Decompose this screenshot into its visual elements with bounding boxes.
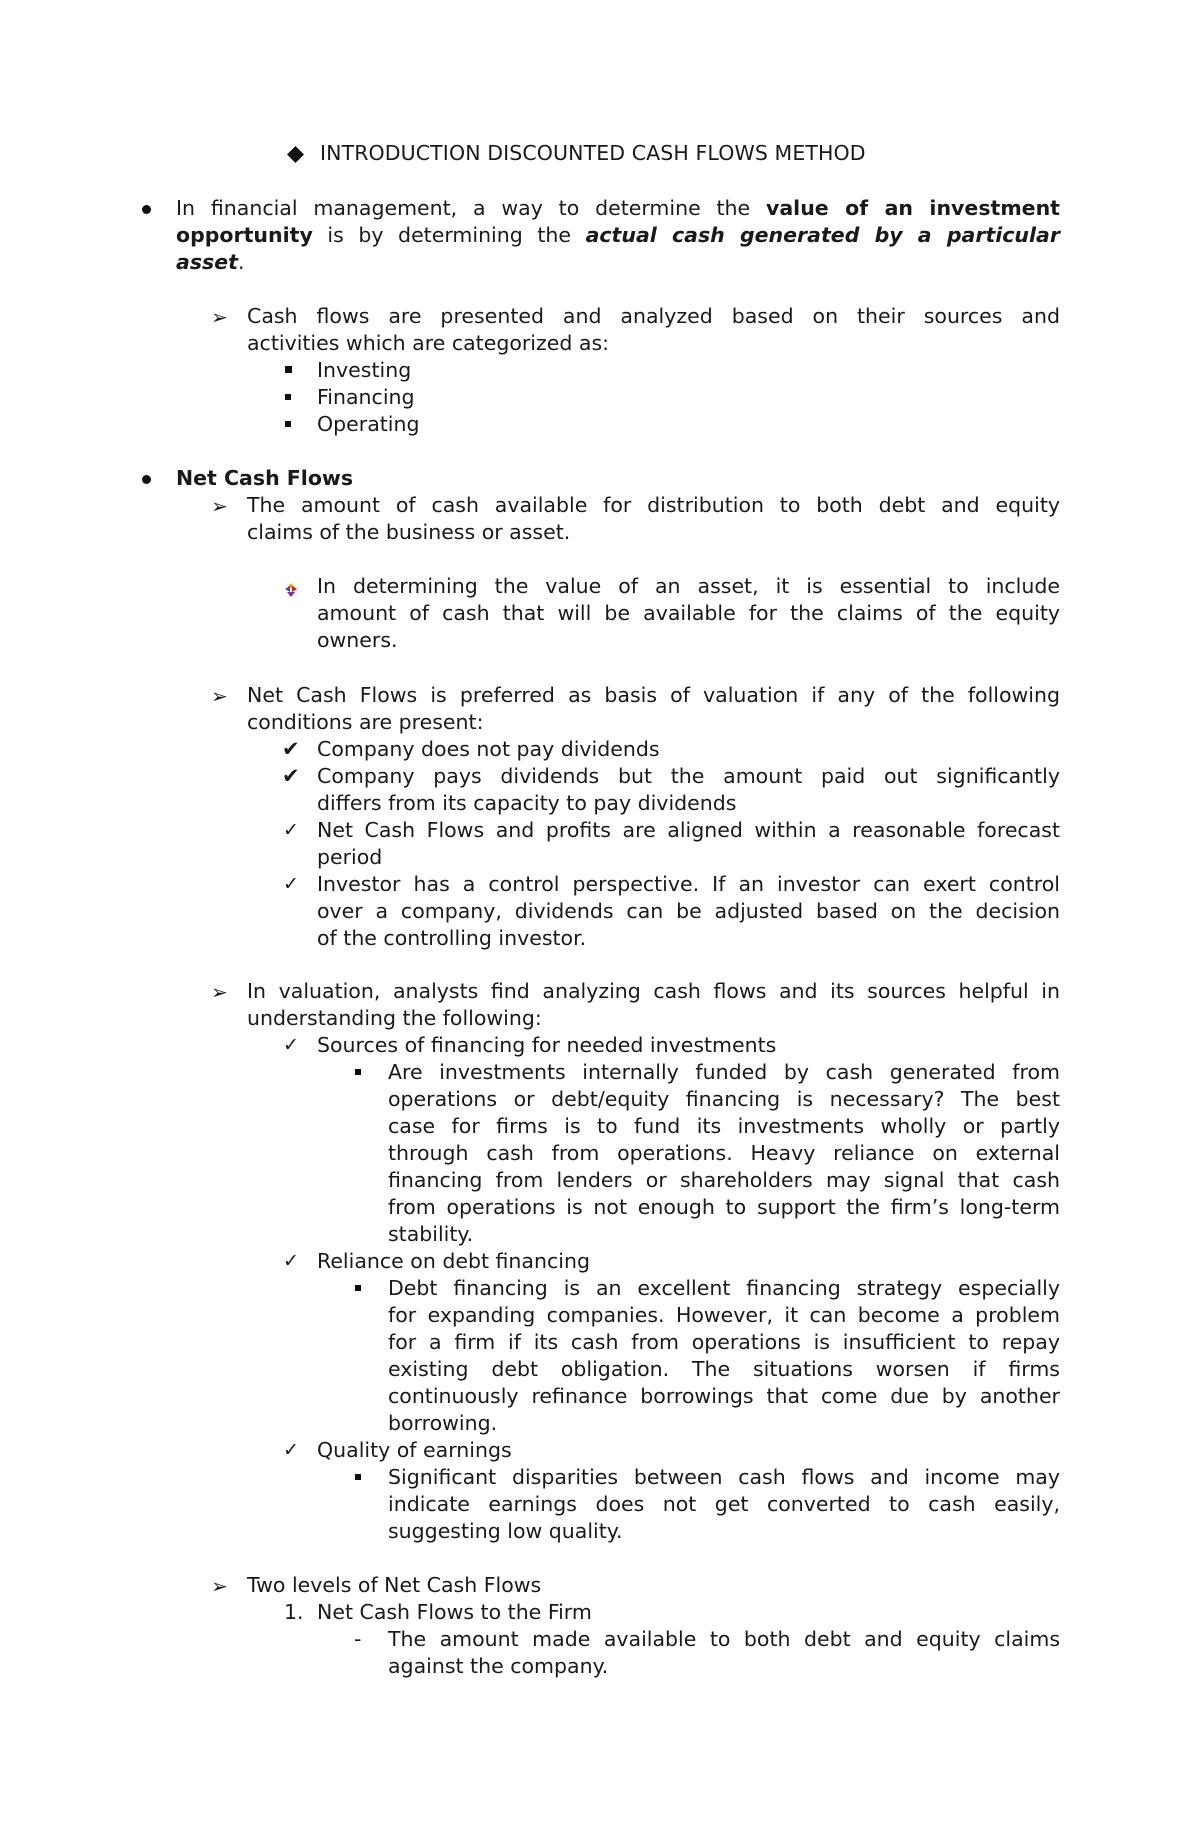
source-3-line-1: Significant disparities between cash flows and income may xyxy=(388,1465,1060,1489)
source-1-line-2: operations or debt/equity financing is necessary? The best xyxy=(388,1087,1060,1111)
square-bullet-icon xyxy=(355,1285,361,1291)
source-2-line-1: Debt financing is an excellent financing strategy especially xyxy=(388,1276,1060,1300)
round-bullet-icon xyxy=(142,475,151,484)
source-1-line-5: financing from lenders or shareholders may signal that cash xyxy=(388,1168,1060,1192)
net-cash-def-line-1: The amount of cash available for distribution to both debt and equity xyxy=(247,493,1060,517)
preferred-line-2: conditions are present: xyxy=(247,710,484,734)
source-3-heading: Quality of earnings xyxy=(317,1438,512,1462)
determining-line-3: owners. xyxy=(317,628,398,652)
preferred-line-1: Net Cash Flows is preferred as basis of valuation if any of the following xyxy=(247,683,1060,707)
intro-line-3: asset. xyxy=(176,250,245,274)
determining-line-1: In determining the value of an asset, it is essential to include xyxy=(317,574,1060,598)
square-bullet-icon xyxy=(355,1474,361,1480)
square-bullet-icon xyxy=(285,394,291,400)
arrow-bullet-icon: ➢ xyxy=(211,980,228,1004)
checkmark-icon: ✓ xyxy=(283,819,299,841)
condition-2-line-1: Company pays dividends but the amount paid out significantly xyxy=(317,764,1060,788)
condition-2-line-2: differs from its capacity to pay dividends xyxy=(317,791,737,815)
cash-flows-line-2: activities which are categorized as: xyxy=(247,331,610,355)
source-1-line-7: stability. xyxy=(388,1222,474,1246)
checkmark-icon: ✓ xyxy=(283,1250,299,1272)
checkmark-icon: ✔ xyxy=(282,764,300,788)
diamond-bullet-icon xyxy=(286,145,305,164)
checkmark-icon: ✔ xyxy=(282,737,300,761)
four-color-arrow-icon xyxy=(283,582,299,598)
source-3-line-3: suggesting low quality. xyxy=(388,1519,623,1543)
source-1-line-6: from operations is not enough to support the firm’s long-term xyxy=(388,1195,1060,1219)
round-bullet-icon xyxy=(142,205,151,214)
valuation-line-1: In valuation, analysts find analyzing cash flows and its sources helpful in xyxy=(247,979,1060,1003)
net-cash-flows-heading: Net Cash Flows xyxy=(176,466,354,490)
source-2-line-6: borrowing. xyxy=(388,1411,498,1435)
source-2-heading: Reliance on debt financing xyxy=(317,1249,590,1273)
net-cash-def-line-2: claims of the business or asset. xyxy=(247,520,571,544)
source-1-line-3: case for firms is to fund its investments wholly or partly xyxy=(388,1114,1060,1138)
arrow-bullet-icon: ➢ xyxy=(211,684,228,708)
condition-3-line-1: Net Cash Flows and profits are aligned within a reasonable forecast xyxy=(317,818,1060,842)
square-bullet-icon xyxy=(285,366,292,373)
condition-4-line-1: Investor has a control perspective. If an investor can exert control xyxy=(317,872,1060,896)
source-1-line-1: Are investments internally funded by cash generated from xyxy=(388,1060,1060,1084)
source-2-line-5: continuously refinance borrowings that come due by another xyxy=(388,1384,1060,1408)
checkmark-icon: ✓ xyxy=(283,1439,299,1461)
checkmark-icon: ✓ xyxy=(283,873,299,895)
arrow-bullet-icon: ➢ xyxy=(211,305,228,329)
intro-line-1: In financial management, a way to determine the value of an investment xyxy=(176,196,1060,220)
source-2-line-2: for expanding companies. However, it can become a problem xyxy=(388,1303,1060,1327)
checkmark-icon: ✓ xyxy=(283,1034,299,1056)
list-number: 1. xyxy=(284,1600,304,1624)
source-1-line-4: through cash from operations. Heavy reliance on external xyxy=(388,1141,1060,1165)
category-financing: Financing xyxy=(317,385,415,409)
condition-4-line-2: over a company, dividends can be adjusted based on the decision xyxy=(317,899,1060,923)
dash-bullet: - xyxy=(354,1627,362,1651)
source-2-line-3: for a firm if its cash from operations is insufficient to repay xyxy=(388,1330,1060,1354)
arrow-bullet-icon: ➢ xyxy=(211,494,228,518)
source-2-line-4: existing debt obligation. The situations worsen if firms xyxy=(388,1357,1060,1381)
square-bullet-icon xyxy=(285,421,291,427)
document-title: INTRODUCTION DISCOUNTED CASH FLOWS METHOD xyxy=(320,141,866,165)
level-1-line-1: The amount made available to both debt and equity claims xyxy=(388,1627,1060,1651)
intro-line-2: opportunity is by determining the actual cash generated by a particular xyxy=(176,223,1060,247)
determining-line-2: amount of cash that will be available for the claims of the equity xyxy=(317,601,1060,625)
level-1-line-2: against the company. xyxy=(388,1654,609,1678)
condition-3-line-2: period xyxy=(317,845,383,869)
arrow-bullet-icon: ➢ xyxy=(211,1574,228,1598)
cash-flows-line-1: Cash flows are presented and analyzed based on their sources and xyxy=(247,304,1060,328)
level-1-heading: Net Cash Flows to the Firm xyxy=(317,1600,592,1624)
source-3-line-2: indicate earnings does not get converted to cash easily, xyxy=(388,1492,1060,1516)
condition-4-line-3: of the controlling investor. xyxy=(317,926,587,950)
category-investing: Investing xyxy=(317,358,412,382)
levels-heading: Two levels of Net Cash Flows xyxy=(247,1573,542,1597)
category-operating: Operating xyxy=(317,412,420,436)
source-1-heading: Sources of financing for needed investments xyxy=(317,1033,777,1057)
condition-1: Company does not pay dividends xyxy=(317,737,660,761)
square-bullet-icon xyxy=(355,1069,361,1075)
valuation-line-2: understanding the following: xyxy=(247,1006,542,1030)
